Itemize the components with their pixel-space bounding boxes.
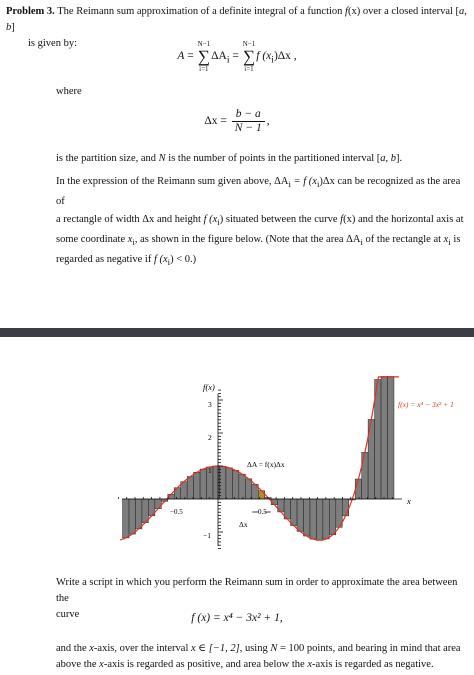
expl-2d: (x) and the horizontal axis at bbox=[343, 214, 464, 226]
riemann-bar bbox=[329, 499, 335, 535]
partition-a: a bbox=[380, 153, 386, 164]
partition-N: N bbox=[158, 153, 166, 164]
riemann-bar bbox=[323, 499, 329, 539]
partition-p4: ]. bbox=[396, 153, 403, 164]
riemann-bar bbox=[200, 469, 206, 499]
task-2c: -axis is regarded as negative. bbox=[312, 659, 434, 670]
expl-4a: regarded as negative if bbox=[56, 254, 154, 266]
riemann-sum-figure bbox=[0, 376, 474, 551]
riemann-bar bbox=[226, 468, 232, 499]
dx-lhs: Δx = bbox=[204, 115, 227, 128]
eq-sub-i-2: i bbox=[271, 54, 274, 66]
dx-fraction bbox=[232, 108, 265, 135]
riemann-bar bbox=[232, 470, 238, 499]
riemann-bar bbox=[297, 499, 303, 531]
riemann-bar bbox=[303, 499, 309, 536]
equation-dx bbox=[0, 108, 474, 135]
riemann-bar bbox=[194, 472, 200, 499]
expl-4sub: i bbox=[167, 257, 171, 268]
partition-b: b bbox=[390, 153, 397, 164]
expl-3d: is bbox=[450, 234, 461, 246]
expl-3c: of the rectangle at bbox=[362, 234, 444, 246]
task-equation: f (x) = x⁴ − 3x² + 1, bbox=[191, 612, 283, 624]
summation-2: N−1 ∑ i=1 bbox=[242, 40, 256, 73]
section-divider bbox=[0, 328, 474, 337]
riemann-bar bbox=[362, 452, 368, 499]
riemann-bar bbox=[129, 499, 135, 534]
problem-label: Problem 3. bbox=[6, 6, 55, 17]
task-closing bbox=[56, 641, 470, 673]
intro-text-2: (x) over a closed interval [ bbox=[347, 6, 460, 17]
intro-f: f bbox=[345, 6, 348, 17]
expl-1sub2: i bbox=[316, 179, 320, 190]
partition-text bbox=[56, 151, 466, 167]
riemann-bar bbox=[316, 499, 322, 540]
task-2b: -axis is regarded as positive, and area below the bbox=[103, 659, 308, 670]
figure-axes bbox=[118, 390, 402, 548]
expl-3x: x bbox=[127, 234, 133, 246]
y-tick-2: 2 bbox=[208, 433, 212, 442]
y-tick-1: 1 bbox=[208, 466, 212, 475]
task-1b: -axis, over the interval bbox=[93, 643, 192, 654]
expl-3x2: x bbox=[443, 234, 449, 246]
expl-4b: ) < 0 bbox=[170, 254, 191, 266]
eq-lhs-A: A bbox=[177, 50, 185, 63]
task-1N: N bbox=[270, 643, 278, 654]
expl-4c: .) bbox=[190, 254, 197, 266]
expl-2dx: Δx bbox=[142, 214, 155, 226]
intro-line2: is given by: bbox=[28, 38, 77, 49]
y-axis-label: f(x) bbox=[203, 382, 215, 392]
expl-1a: In the expression of the Reimann sum given above, bbox=[56, 176, 275, 187]
expl-3sub2: i bbox=[360, 237, 363, 248]
equation-riemann-sum: A = N−1 ∑ $i=1\Delta A_i = N-1$ ∑ i=1f $(x_i)\Delta x$ , bbox=[177, 40, 297, 73]
dx-label: Δx bbox=[239, 520, 248, 529]
partition-p2: is the number of points in the partitioned interval [ bbox=[165, 153, 381, 164]
riemann-bar bbox=[381, 376, 387, 499]
x-tick-neg05: −0.5 bbox=[170, 508, 183, 516]
riemann-bar bbox=[142, 499, 148, 523]
partition-p1: is the partition size, and bbox=[56, 153, 159, 164]
riemann-bar bbox=[245, 479, 251, 499]
eq-term-end: )Δx , bbox=[273, 50, 297, 63]
partition-p3: , bbox=[385, 153, 391, 164]
expl-4f: f (x bbox=[153, 254, 168, 266]
task-1a: and the bbox=[56, 643, 90, 654]
task-2x: x bbox=[99, 659, 104, 670]
x-axis-label: x bbox=[407, 496, 411, 506]
riemann-bar bbox=[342, 499, 348, 516]
expl-2f: f (x bbox=[203, 214, 218, 226]
expl-3sub: i bbox=[132, 237, 135, 248]
summation-1: N−1 ∑ i=1 bbox=[197, 40, 211, 73]
expl-3a: some coordinate bbox=[56, 234, 128, 246]
area-label: ΔA = f(x)Δx bbox=[247, 460, 285, 469]
task-2a: above the bbox=[56, 659, 100, 670]
intro-sep: , bbox=[464, 6, 467, 17]
expl-1eq3: )Δx bbox=[319, 176, 335, 187]
expl-2b: and height bbox=[154, 214, 204, 226]
task-2x2: x bbox=[307, 659, 313, 670]
expl-3b: , as shown in the figure below. (Note that the area bbox=[134, 234, 347, 246]
eq-term-dA: ΔA bbox=[211, 50, 227, 63]
task-1c: , using bbox=[239, 643, 271, 654]
intro-text: The Reimann sum approximation of a definite integral of a function bbox=[57, 6, 346, 17]
intro-close: ] bbox=[11, 22, 15, 33]
riemann-bar bbox=[123, 499, 129, 538]
riemann-bar bbox=[135, 499, 141, 529]
expl-2a: a rectangle of width bbox=[56, 214, 143, 226]
task-1int: x ∈ [−1, 2] bbox=[191, 643, 240, 654]
dx-tail: , bbox=[266, 115, 270, 128]
riemann-bar bbox=[155, 499, 161, 509]
expl-2f2: f bbox=[340, 214, 344, 226]
expl-1sub: i bbox=[288, 179, 291, 190]
sum-bottom-1: i=1 bbox=[199, 65, 209, 73]
explanation-paragraph bbox=[56, 173, 468, 271]
expl-2sub: i bbox=[217, 217, 220, 228]
eq-sub-i: i bbox=[226, 54, 230, 66]
expl-3sub3: i bbox=[448, 237, 451, 248]
dx-denominator: N − 1 bbox=[234, 122, 262, 134]
eq-term-f: f (x bbox=[256, 50, 272, 63]
task-1d: = 100 points, and bearing in mind that area bbox=[277, 643, 461, 654]
riemann-bar bbox=[387, 376, 393, 499]
dx-numerator: b − a bbox=[232, 108, 265, 122]
task-1x: x bbox=[89, 643, 94, 654]
intro-b: b bbox=[6, 22, 12, 33]
sum-bottom-2: i=1 bbox=[244, 65, 254, 73]
expl-2c: ) situated between the curve bbox=[219, 214, 341, 226]
expl-1eq2: = f (x bbox=[290, 176, 317, 187]
riemann-bar bbox=[187, 477, 193, 499]
riemann-bar bbox=[291, 499, 297, 526]
expl-1eq: ΔA bbox=[274, 176, 289, 187]
where-text: where bbox=[56, 86, 82, 97]
x-tick-05: 0.5 bbox=[258, 508, 267, 516]
riemann-bar bbox=[355, 479, 361, 499]
riemann-bar bbox=[310, 499, 316, 539]
y-tick-3: 3 bbox=[208, 400, 212, 409]
sum-top-2: N−1 bbox=[242, 40, 256, 48]
task-line1: Write a script in which you perform the Reimann sum in order to approximate the area between the bbox=[56, 577, 458, 604]
intro-a: a bbox=[459, 6, 465, 17]
curve-label: f(x) = x⁴ − 3x² + 1 bbox=[398, 400, 454, 409]
task-line2: curve bbox=[56, 609, 80, 620]
y-tick-neg1: −1 bbox=[203, 531, 211, 540]
riemann-bar bbox=[239, 474, 245, 499]
expl-3A: ΔA bbox=[346, 234, 361, 246]
sum-top-1: N−1 bbox=[197, 40, 211, 48]
expl-1b: can be recognized as the area of bbox=[56, 176, 461, 208]
